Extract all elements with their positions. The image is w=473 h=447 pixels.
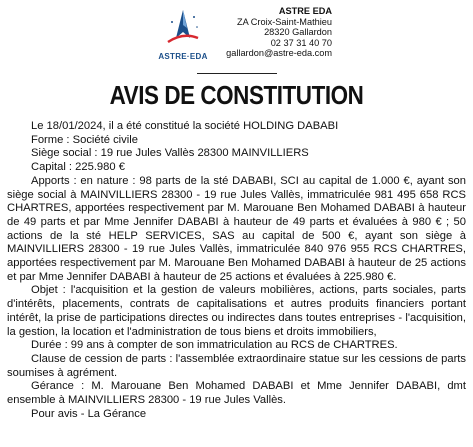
notice-duree: Durée : 99 ans à compter de son immatriculation au RCS de CHARTRES. bbox=[31, 339, 398, 352]
header-divider bbox=[197, 73, 277, 74]
notice-intro: Le 18/01/2024, il a été constitué la société HOLDING DABABI bbox=[31, 120, 339, 132]
contact-address-line2: 28320 Gallardon bbox=[264, 27, 332, 38]
notice-body bbox=[7, 120, 466, 421]
notice-siege: Siège social : 19 rue Jules Vallès 28300 MAINVILLIERS bbox=[31, 147, 309, 160]
contact-company-name: ASTRE EDA bbox=[278, 6, 332, 16]
contact-phone: 02 37 31 40 70 bbox=[270, 37, 332, 48]
notice-forme: Forme : Société civile bbox=[31, 133, 138, 146]
notice-gerance: Gérance : M. Marouane Ben Mohamed DABABI et Mme Jennifer DABABI, dmt ensemble à MAINVILLIERS 28300 - 19 rue Jules Vallès. bbox=[7, 380, 466, 407]
contact-email: gallardon@astre-eda.com bbox=[226, 48, 332, 59]
contact-address-line1: ZA Croix-Saint-Mathieu bbox=[237, 16, 332, 27]
notice-clause: Clause de cession de parts : l'assemblée extraordinaire statue sur les cessions de parts soumises à agrément. bbox=[7, 352, 466, 379]
notice-capital: Capital : 225.980 € bbox=[31, 161, 125, 174]
astre-star-icon bbox=[164, 8, 202, 52]
company-logo bbox=[150, 8, 216, 62]
contact-block bbox=[222, 6, 332, 59]
notice-objet: Objet : l'acquisition et la gestion de valeurs mobilières, actions, parts sociales, parts d'intérêts, placements, contrats de capitalisations et autres produits financiers portant intérêt, la prise de participations directes ou indirectes dans toutes entreprises - l'acquisition, la gestion, la location et l'administration de tous biens et droits immobiliers, bbox=[7, 284, 466, 338]
notice-title: AVIS DE CONSTITUTION bbox=[109, 82, 364, 110]
notice-apports: Apports : en nature : 98 parts de la sté DABABI, SCI au capital de 1.000 €, ayant son siège social à MAINVILLIERS 28300 - 19 rue Jules Vallès, immatriculée 981 495 658 RCS CHARTRES, apportées respectivement par M. Marouane Ben Mohamed DABABI à hauteur de 49 parts et par Mme Jennifer DABABI à hauteur de 49 parts et évaluées à 980 € ; 50 actions de la sté HELP SERVICES, SAS au capital de 500 €, ayant son siège à MAINVILLIERS 28300 - 19 rue Jules Vallès, immatriculée 840 976 955 RCS CHARTRES, apportées respectivement par M. Marouane Ben Mohamed DABABI à hauteur de 25 actions et par Mme Jennifer DABABI à hauteur de 25 actions et évaluées à 225.980 €. bbox=[7, 174, 466, 283]
notice-signature: Pour avis - La Gérance bbox=[31, 407, 147, 420]
logo-wordmark: ASTRE·EDA bbox=[158, 52, 208, 61]
